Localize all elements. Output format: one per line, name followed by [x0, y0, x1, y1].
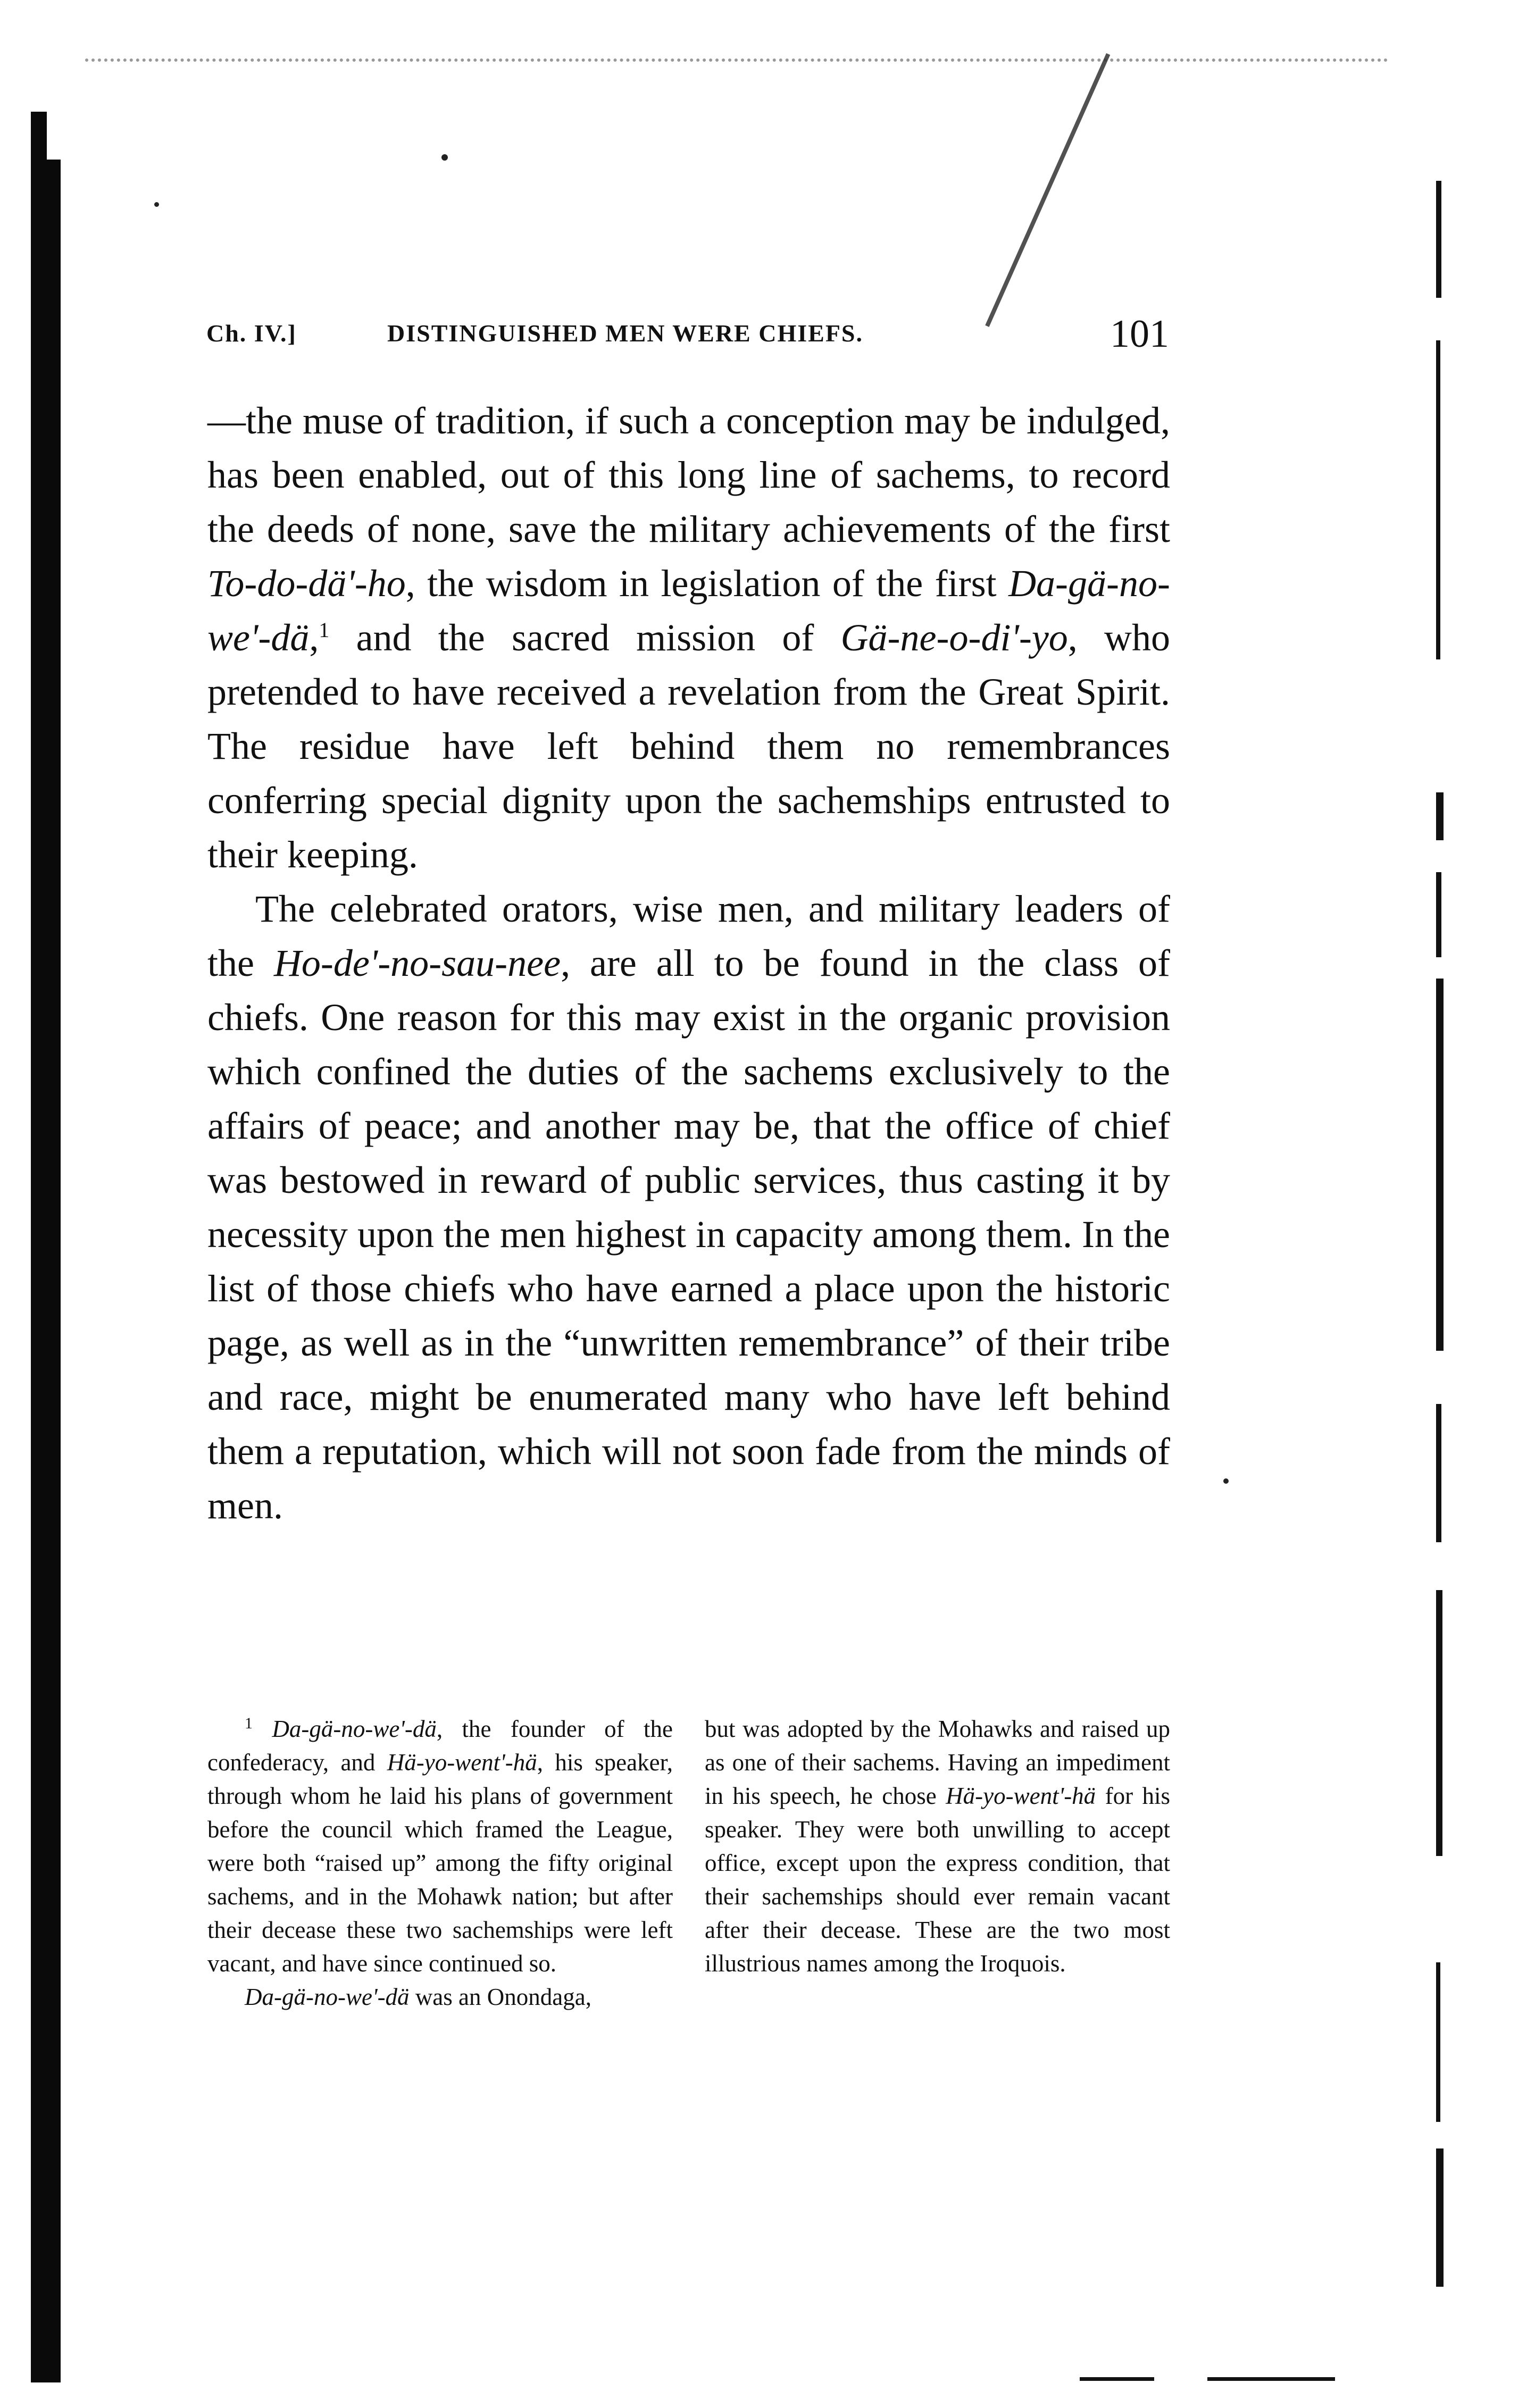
- italic-name: Ho-de'-no-sau-nee: [273, 942, 561, 984]
- paragraph-1: [207, 394, 1170, 882]
- chapter-label: Ch. IV.]: [206, 320, 297, 347]
- text-run: and the sacred mission of: [329, 616, 841, 659]
- running-title: DISTINGUISHED MEN WERE CHIEFS.: [387, 320, 864, 347]
- scan-noise-top: [85, 58, 1388, 94]
- running-head: [206, 314, 1169, 356]
- body-text: [207, 394, 1170, 1533]
- italic-name: Da-gä-no-we'-dä: [272, 1716, 437, 1742]
- page-number: 101: [1110, 312, 1169, 356]
- footnote-column-right: [705, 1712, 1170, 2014]
- page-binding-edge: [31, 160, 61, 2382]
- scan-speck: [1223, 1478, 1229, 1484]
- italic-name: Hä-yo-went'-hä: [387, 1749, 537, 1776]
- bottom-rule: [1207, 2377, 1335, 2381]
- scan-speck: [154, 202, 159, 207]
- scan-speck: [441, 154, 448, 161]
- footnote-paragraph-2-cont: [705, 1712, 1170, 1980]
- footnote-paragraph-2-start: Da-gä-no-we'-dä was an Onondaga,: [245, 1984, 591, 2010]
- page-right-edge-marks: [1436, 181, 1457, 2297]
- pencil-stroke: [985, 53, 1110, 327]
- text-run: , the founder of the confederacy, and: [207, 1716, 673, 1776]
- footnote-paragraph-1: [207, 1712, 673, 1980]
- italic-name: To-do-dä'-ho: [207, 562, 406, 605]
- footnote-ref-number: 1: [319, 618, 330, 642]
- text-run: , the wisdom in legislation of the first: [405, 562, 1009, 605]
- bottom-rule: [1080, 2377, 1154, 2381]
- text-run: , are all to be found in the class of chiefs. One reason for this may exist in the organic provision which confined the duties of the sachems exclusively to the affairs of peace; and another may be, that the office of chief was bestowed in reward of public services, thus casting it by necessity upon the men highest in capacity among them. In the list of those chiefs who have earned a place upon the historic page, as well as in the “unwritten remembrance” of their tribe and race, might be enumerated many who have left behind them a reputation, which will not soon fade from the minds of men.: [207, 942, 1170, 1527]
- footnote-marker-ref: ,$^1$: [309, 616, 330, 659]
- text-run: , who pretended to have received a revelation from the Great Spirit. The residue have left behind them no remembrances conferring special dignity upon the sachemships entrusted to their keeping.: [207, 616, 1171, 876]
- page-binding-edge-top: [31, 112, 47, 165]
- text-run: but was adopted by the Mohawks and raised up as one of their sachems. Having an impediment in his speech, he chose: [705, 1716, 1170, 1809]
- paragraph-2: [207, 882, 1170, 1533]
- italic-name: Da-gä-no-we'-dä: [245, 1984, 410, 2010]
- footnote: [207, 1712, 1170, 2014]
- footnote-number: 1: [245, 1715, 253, 1732]
- italic-name: Gä-ne-o-di'-yo: [840, 616, 1068, 659]
- text-run: for his speaker. They were both unwilling to accept office, except upon the express condition, that their sachemships should ever remain vacant after their decease. These are the two most illustrious names among the Iroquois.: [705, 1783, 1170, 1977]
- text-run: —the muse of tradition, if such a conception may be indulged, has been enabled, out of this long line of sachems, to record the deeds of none, save the military achievements of the first: [207, 399, 1170, 550]
- italic-name: Da-gä-no-we'-dä: [207, 562, 1170, 659]
- text-run: , his speaker, through whom he laid his plans of government before the council which framed the League, were both “raised up” among the fifty original sachems, and in the Mohawk nation; but after their decease these two sachemships were left vacant, and have since continued so.: [207, 1749, 673, 1977]
- text-run: The celebrated orators, wise men, and military leaders of the: [207, 888, 1170, 984]
- footnote-column-left: [207, 1712, 673, 2014]
- italic-name: Hä-yo-went'-hä: [946, 1783, 1096, 1809]
